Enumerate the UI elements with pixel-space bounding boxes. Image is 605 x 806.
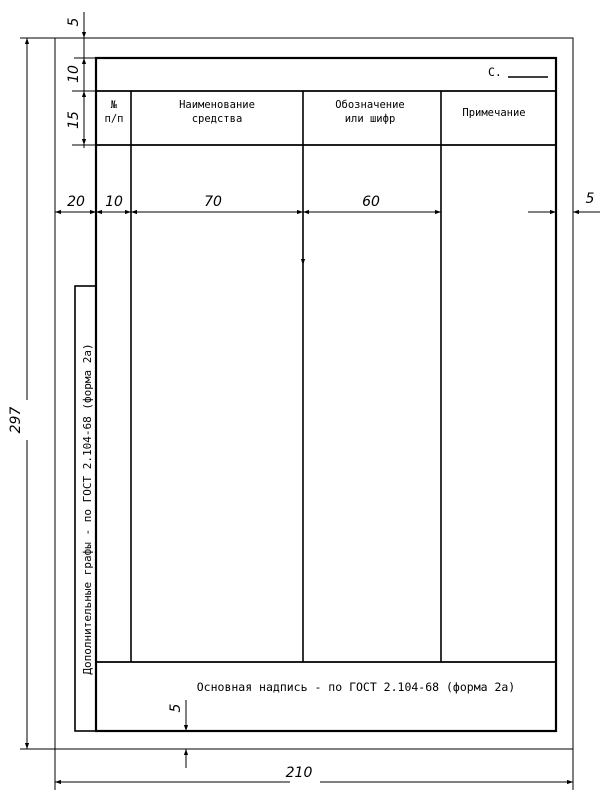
dim-col-name-label: 70 — [204, 194, 222, 210]
dim-sheet-width — [55, 749, 573, 790]
dim-header-row2-label: 15 — [66, 111, 82, 129]
dim-horizontal-chain — [55, 212, 600, 265]
page-mark: С. — [488, 65, 502, 79]
col-code-header-line1: Обозначение — [335, 99, 405, 111]
dim-sheet-height-label: 297 — [8, 406, 24, 434]
col-num-header-line2: п/п — [104, 113, 124, 125]
dim-sheet-height — [20, 38, 55, 749]
dim-bottom-margin-label: 5 — [168, 703, 184, 713]
col-name-header-line2: средства — [191, 113, 243, 125]
dim-top-margin-label: 5 — [66, 17, 82, 27]
col-name-header-line1: Наименование — [179, 99, 255, 111]
main-frame — [96, 58, 556, 731]
dim-col-code-label: 60 — [362, 194, 380, 210]
dim-header-row1-label: 10 — [66, 65, 82, 83]
dim-col-num-label: 10 — [105, 194, 123, 210]
dim-left-margin-label: 20 — [67, 194, 85, 210]
col-note-header: Примечание — [462, 107, 526, 119]
col-code-header-line2: или шифр — [344, 113, 396, 125]
side-strip-text: Дополнительные графы - по ГОСТ 2.104-68 (форма 2а) — [81, 343, 94, 675]
col-num-header-line1: № — [110, 99, 118, 111]
title-block-text: Основная надпись - по ГОСТ 2.104-68 (форма 2а) — [196, 680, 516, 694]
dim-sheet-width-label: 210 — [285, 765, 313, 781]
dim-right-margin-label: 5 — [585, 191, 595, 207]
